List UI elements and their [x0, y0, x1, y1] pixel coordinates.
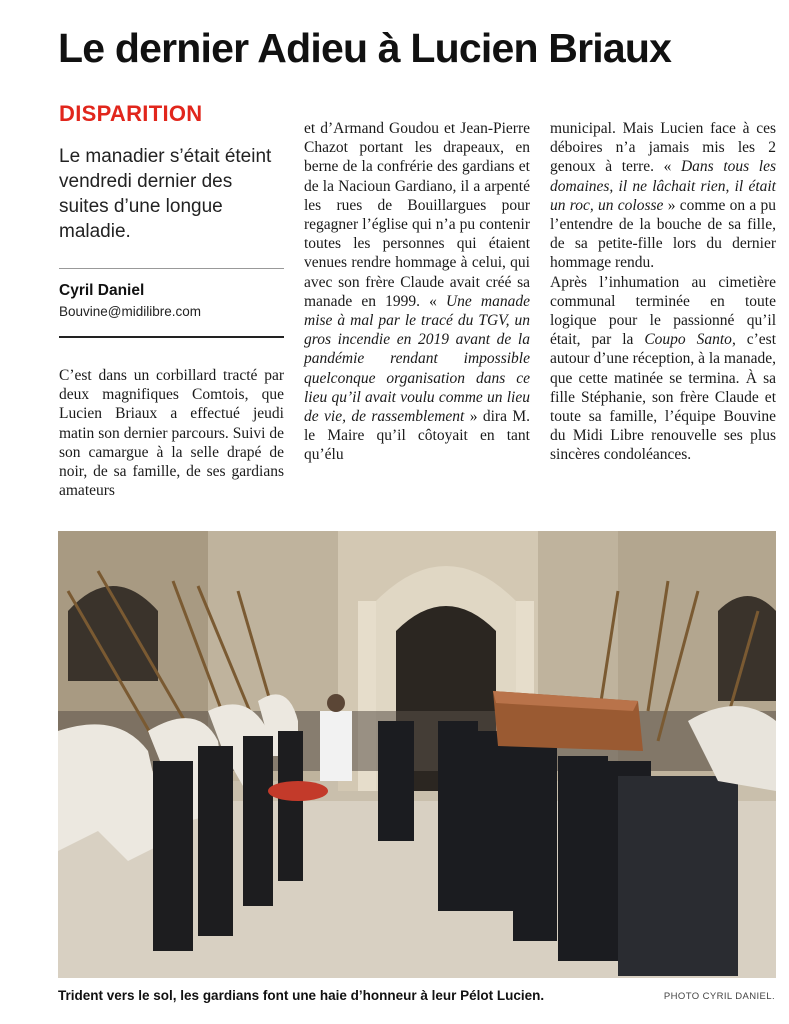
photo-credit: PHOTO CYRIL DANIEL.	[663, 991, 775, 1002]
body-italic: Coupo Santo	[644, 331, 732, 349]
article-standfirst: Le manadier s’était éteint vendredi dernier des suites d’une longue maladie.	[59, 146, 272, 242]
body-column-2	[304, 119, 530, 465]
body-text: municipal. Mais Lucien face à ces déboires n’a jamais mis les 2 genoux à terre. «	[550, 120, 776, 176]
body-column-1	[59, 366, 284, 500]
article-headline: Le dernier Adieu à Lucien Briaux	[58, 25, 672, 71]
funeral-photo-illustration	[58, 531, 776, 978]
body-text: » comme on a pu l’entendre de la bouche de sa fille, de sa petite-fille lors du dernier hommage rendu.	[550, 196, 777, 272]
body-text: et d’Armand Goudou et Jean-Pierre Chazot portant les drapeaux, en berne de la confrérie des gardians et de la Nacioun Gardiano, il a arpenté les rues de Bouillargues pour regagner l’église qui n’a pu contenir toutes les personnes qui étaient venues rendre hommage à celui, qui avec son frère Claude avait créé sa manade en 1999. «	[304, 120, 530, 310]
author-name: Cyril Daniel	[59, 282, 145, 299]
body-column-3	[550, 119, 776, 465]
body-quote: Une manade mise à mal par le tracé du TGV, un gros incendie en 2019 avant de la pandémie rendant impossible quelconque organisation dans ce lieu qu’il avait voulu comme un lieu de vie, de rassemblement	[304, 292, 531, 426]
divider-thick	[59, 336, 284, 338]
section-kicker: DISPARITION	[59, 101, 203, 126]
photo-caption: Trident vers le sol, les gardians font une haie d’honneur à leur Pélot Lucien.	[58, 988, 545, 1003]
funeral-photo	[58, 531, 776, 978]
body-text: , c’est autour d’une réception, à la manade, que cette matinée se termina. À sa fille Stéphanie, son frère Claude et toute sa famille, l’équipe Bouvine du Midi Libre renouvelle ses plus sincères condoléances.	[550, 331, 777, 464]
body-text: » dira M. le Maire qu’il côtoyait en tant qu’élu	[304, 408, 531, 464]
body-text: C’est dans un corbillard tracté par deux magnifiques Comtois, que Lucien Briaux a effectué jeudi matin son dernier parcours. Suivi de son camargue à la selle drapé de noir, de sa famille, de ses gardians amateurs	[59, 367, 284, 500]
divider-thin	[59, 268, 284, 269]
body-text: Après l’inhumation au cimetière communal terminée en toute logique pour le passionné qu’il était, par la	[550, 273, 776, 349]
body-quote: Dans tous les domaines, il ne lâchait rien, il était un roc, un colosse	[550, 158, 776, 214]
author-email[interactable]: Bouvine@midilibre.com	[59, 304, 202, 319]
